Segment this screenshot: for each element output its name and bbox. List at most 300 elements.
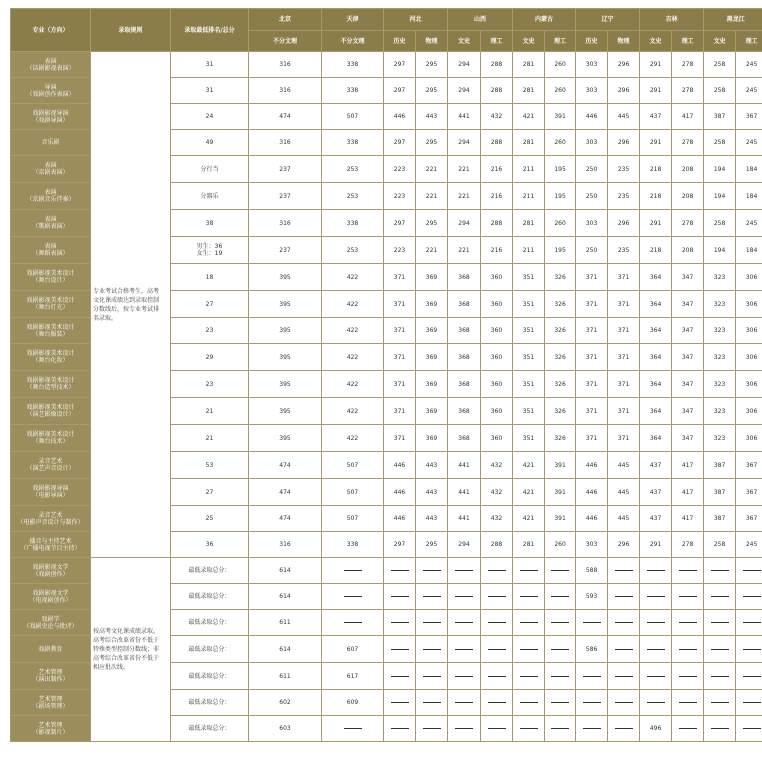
score-cell: 371	[576, 398, 608, 425]
rank-line: 分器乐	[200, 192, 219, 200]
score-cell: 369	[416, 425, 448, 452]
score-cell: 316	[249, 52, 322, 78]
empty-dash	[551, 596, 569, 597]
empty-dash	[391, 676, 409, 677]
score-cell: 417	[672, 452, 704, 479]
score-cell: 281	[513, 52, 545, 78]
major-cell	[11, 210, 91, 237]
empty-dash	[423, 649, 441, 650]
score-cell: 250	[576, 156, 608, 183]
empty-dash	[344, 570, 362, 571]
score-cell	[736, 716, 762, 742]
score-cell	[416, 663, 448, 690]
empty-dash	[711, 570, 729, 571]
score-cell: 303	[576, 532, 608, 558]
rank-cell	[171, 264, 249, 291]
score-cell: 351	[513, 371, 545, 398]
empty-dash	[647, 649, 665, 650]
rank-line: 27	[205, 300, 214, 308]
table-row	[11, 52, 762, 78]
header-subject: 理工	[736, 31, 762, 52]
major-line: （演艺影像设计）	[26, 411, 75, 418]
major-line: 导演	[44, 83, 57, 91]
rank-cell	[171, 183, 249, 210]
rank-cell	[171, 479, 249, 506]
score-cell: 296	[608, 532, 640, 558]
major-cell	[11, 104, 91, 130]
empty-dash	[423, 728, 441, 729]
empty-dash	[391, 570, 409, 571]
score-cell	[736, 663, 762, 690]
major-line: （影视制片）	[32, 728, 69, 736]
score-cell: 303	[576, 52, 608, 78]
major-line: （京剧表演）	[32, 169, 69, 176]
score-cell: 295	[416, 210, 448, 237]
empty-dash	[615, 596, 633, 597]
rank-cell	[171, 636, 249, 663]
empty-dash	[711, 622, 729, 623]
empty-dash	[679, 702, 697, 703]
score-cell: 507	[322, 452, 384, 479]
major-cell	[11, 78, 91, 104]
empty-dash	[679, 649, 697, 650]
score-cell: 303	[576, 210, 608, 237]
score-cell: 347	[672, 318, 704, 344]
major-cell	[11, 156, 91, 183]
score-cell: 371	[576, 344, 608, 371]
score-cell: 368	[448, 425, 481, 452]
major-line: 戏剧影视美术设计	[26, 297, 75, 304]
score-cell: 371	[384, 371, 416, 398]
score-cell: 432	[481, 506, 513, 532]
score-cell: 223	[384, 156, 416, 183]
score-cell	[608, 663, 640, 690]
score-cell: 507	[322, 479, 384, 506]
empty-dash	[455, 649, 473, 650]
score-cell: 443	[416, 479, 448, 506]
major-line: （戏剧导演）	[32, 116, 69, 124]
score-cell: 446	[384, 104, 416, 130]
empty-dash	[520, 728, 538, 729]
major-line: 艺术管理	[38, 721, 63, 729]
score-cell	[672, 584, 704, 610]
empty-dash	[679, 676, 697, 677]
score-cell: 253	[322, 237, 384, 264]
score-cell: 295	[416, 532, 448, 558]
score-cell	[640, 558, 672, 584]
score-cell	[448, 584, 481, 610]
score-cell: 237	[249, 237, 322, 264]
score-cell: 602	[249, 690, 322, 716]
score-cell	[416, 558, 448, 584]
score-cell: 221	[448, 156, 481, 183]
score-cell: 367	[736, 104, 762, 130]
header-subject: 文史	[448, 31, 481, 52]
score-cell: 294	[448, 532, 481, 558]
score-cell: 323	[704, 371, 736, 398]
score-cell: 371	[384, 264, 416, 291]
major-cell	[11, 532, 91, 558]
major-cell	[11, 371, 91, 398]
score-cell: 326	[545, 264, 576, 291]
header-province: 北京	[249, 9, 322, 31]
empty-dash	[551, 676, 569, 677]
score-cell: 395	[249, 425, 322, 452]
score-cell	[416, 636, 448, 663]
major-cell	[11, 558, 91, 584]
major-cell	[11, 663, 91, 690]
score-cell: 296	[608, 130, 640, 156]
header-province: 吉林	[640, 9, 704, 31]
major-line: （舞蹈表演）	[32, 250, 69, 257]
rank-cell	[171, 210, 249, 237]
score-cell: 295	[416, 52, 448, 78]
score-cell: 391	[545, 506, 576, 532]
score-cell: 614	[249, 558, 322, 584]
score-cell: 216	[481, 183, 513, 210]
score-cell	[384, 663, 416, 690]
rank-line: 25	[205, 515, 214, 522]
score-cell: 258	[704, 52, 736, 78]
score-cell: 368	[448, 318, 481, 344]
score-cell: 593	[576, 584, 608, 610]
empty-dash	[679, 596, 697, 597]
score-cell: 422	[322, 371, 384, 398]
score-cell	[736, 636, 762, 663]
score-cell: 347	[672, 398, 704, 425]
major-cell	[11, 291, 91, 318]
score-cell: 338	[322, 532, 384, 558]
score-cell: 364	[640, 344, 672, 371]
score-cell: 294	[448, 130, 481, 156]
score-cell: 184	[736, 237, 762, 264]
empty-dash	[711, 728, 729, 729]
header-province: 山西	[448, 9, 513, 31]
score-cell: 395	[249, 398, 322, 425]
score-cell: 221	[448, 183, 481, 210]
score-cell	[481, 610, 513, 636]
score-cell: 391	[545, 479, 576, 506]
score-cell	[608, 558, 640, 584]
score-cell: 260	[545, 130, 576, 156]
rank-cell	[171, 663, 249, 690]
score-cell: 611	[249, 663, 322, 690]
score-cell: 288	[481, 130, 513, 156]
score-cell: 422	[322, 264, 384, 291]
rank-line: 21	[205, 407, 214, 415]
score-cell	[576, 690, 608, 716]
major-line: 戏剧影视美术设计	[26, 270, 75, 277]
score-cell	[545, 690, 576, 716]
score-cell: 443	[416, 506, 448, 532]
major-line: （舞台设计）	[32, 277, 69, 284]
major-line: （舞台化妆）	[32, 357, 69, 364]
rank-line: 最低录取总分：	[188, 645, 231, 653]
rank-cell	[171, 237, 249, 264]
rank-cell	[171, 318, 249, 344]
score-cell: 237	[249, 183, 322, 210]
score-cell	[448, 690, 481, 716]
score-cell: 371	[576, 425, 608, 452]
score-cell	[481, 584, 513, 610]
empty-dash	[615, 570, 633, 571]
score-cell	[322, 610, 384, 636]
score-cell	[736, 610, 762, 636]
empty-dash	[647, 702, 665, 703]
table-body	[11, 52, 762, 742]
empty-dash	[344, 596, 362, 597]
rank-cell	[171, 558, 249, 584]
major-cell	[11, 636, 91, 663]
score-cell: 323	[704, 318, 736, 344]
major-line: 表演	[44, 162, 57, 169]
empty-dash	[743, 676, 761, 677]
score-cell: 258	[704, 210, 736, 237]
score-cell: 211	[513, 237, 545, 264]
score-cell: 294	[448, 210, 481, 237]
major-line: （演艺声音设计）	[26, 465, 75, 472]
rank-cell	[171, 584, 249, 610]
empty-dash	[423, 570, 441, 571]
major-line: 戏剧影视美术设计	[26, 323, 75, 331]
score-cell: 446	[576, 104, 608, 130]
empty-dash	[391, 728, 409, 729]
score-cell: 306	[736, 371, 762, 398]
rule-cell	[91, 558, 171, 742]
major-cell	[11, 183, 91, 210]
score-cell: 195	[545, 183, 576, 210]
rank-cell	[171, 716, 249, 742]
score-cell	[545, 558, 576, 584]
score-cell: 291	[640, 52, 672, 78]
major-cell	[11, 716, 91, 742]
score-cell: 347	[672, 291, 704, 318]
score-cell: 368	[448, 291, 481, 318]
score-cell: 218	[640, 156, 672, 183]
major-cell	[11, 584, 91, 610]
score-cell: 326	[545, 291, 576, 318]
header-subject: 不分文理	[322, 31, 384, 52]
score-cell: 323	[704, 398, 736, 425]
score-cell: 371	[608, 264, 640, 291]
major-line: （戏剧创作）	[32, 570, 69, 578]
rank-cell	[171, 156, 249, 183]
major-line: （电影声音设计与制作）	[17, 518, 84, 526]
score-cell	[384, 610, 416, 636]
score-cell	[704, 636, 736, 663]
empty-dash	[344, 622, 362, 623]
score-cell: 326	[545, 371, 576, 398]
score-cell: 614	[249, 636, 322, 663]
score-cell: 422	[322, 344, 384, 371]
score-cell: 184	[736, 183, 762, 210]
score-cell: 368	[448, 264, 481, 291]
empty-dash	[583, 728, 601, 729]
score-cell: 316	[249, 78, 322, 104]
score-cell: 347	[672, 264, 704, 291]
score-cell	[384, 690, 416, 716]
score-cell: 422	[322, 291, 384, 318]
score-cell: 371	[576, 371, 608, 398]
rule-text: 按高考文化课成绩录取。高考综合改革省份不低于特殊类型控制分数线；非高考综合改革省份不低于相应批次线。	[93, 628, 160, 671]
rank-line: 38	[205, 219, 214, 227]
score-cell: 391	[545, 104, 576, 130]
empty-dash	[647, 622, 665, 623]
score-cell: 364	[640, 264, 672, 291]
empty-dash	[647, 596, 665, 597]
score-cell: 441	[448, 452, 481, 479]
score-cell: 296	[608, 78, 640, 104]
score-cell: 194	[704, 183, 736, 210]
empty-dash	[679, 570, 697, 571]
score-cell: 395	[249, 371, 322, 398]
major-line: 表演	[44, 216, 57, 223]
rank-line: 最低录取总分：	[188, 619, 231, 626]
score-cell: 281	[513, 532, 545, 558]
score-cell: 369	[416, 344, 448, 371]
score-cell: 245	[736, 532, 762, 558]
score-cell	[448, 636, 481, 663]
score-cell: 208	[672, 156, 704, 183]
score-cell: 260	[545, 532, 576, 558]
score-cell: 338	[322, 52, 384, 78]
major-line: （话剧影视表演）	[26, 64, 75, 72]
header-province: 内蒙古	[513, 9, 576, 31]
score-cell: 369	[416, 398, 448, 425]
score-cell: 421	[513, 479, 545, 506]
score-cell: 474	[249, 104, 322, 130]
major-line: 艺术管理	[38, 695, 63, 703]
score-cell: 421	[513, 104, 545, 130]
score-cell: 371	[384, 291, 416, 318]
rank-line: 24	[205, 113, 214, 120]
empty-dash	[391, 649, 409, 650]
score-cell	[608, 610, 640, 636]
empty-dash	[391, 622, 409, 623]
rank-cell	[171, 506, 249, 532]
score-cell	[545, 584, 576, 610]
score-cell: 218	[640, 237, 672, 264]
admission-score-table	[10, 8, 762, 742]
score-cell: 306	[736, 398, 762, 425]
rank-cell	[171, 371, 249, 398]
rank-line: 最低录取总分：	[188, 699, 231, 706]
rank-line: 分行当	[200, 165, 219, 173]
score-cell	[672, 716, 704, 742]
empty-dash	[520, 596, 538, 597]
header-subject: 历史	[384, 31, 416, 52]
score-cell: 316	[249, 210, 322, 237]
score-cell	[416, 584, 448, 610]
empty-dash	[615, 676, 633, 677]
score-cell: 417	[672, 506, 704, 532]
score-cell: 195	[545, 156, 576, 183]
score-cell: 281	[513, 130, 545, 156]
score-cell	[481, 716, 513, 742]
score-cell: 368	[448, 344, 481, 371]
score-cell: 445	[608, 452, 640, 479]
score-cell: 351	[513, 425, 545, 452]
score-cell	[672, 690, 704, 716]
major-cell	[11, 690, 91, 716]
empty-dash	[391, 702, 409, 703]
score-cell: 278	[672, 210, 704, 237]
score-cell: 368	[448, 371, 481, 398]
score-cell: 291	[640, 532, 672, 558]
score-cell: 281	[513, 78, 545, 104]
score-cell	[481, 690, 513, 716]
rank-cell	[171, 398, 249, 425]
score-cell	[608, 584, 640, 610]
major-line: 戏剧教育	[38, 645, 63, 653]
score-cell	[704, 610, 736, 636]
score-cell: 445	[608, 104, 640, 130]
score-cell: 323	[704, 264, 736, 291]
score-cell: 291	[640, 130, 672, 156]
header-subject: 历史	[576, 31, 608, 52]
major-line: （戏剧创作表演）	[26, 90, 75, 98]
score-cell: 296	[608, 210, 640, 237]
score-cell: 278	[672, 130, 704, 156]
score-cell: 316	[249, 532, 322, 558]
score-cell: 323	[704, 344, 736, 371]
major-line: （演出制作）	[32, 676, 69, 683]
score-cell: 371	[384, 425, 416, 452]
score-cell: 211	[513, 183, 545, 210]
score-cell: 617	[322, 663, 384, 690]
score-cell: 421	[513, 506, 545, 532]
score-cell: 417	[672, 104, 704, 130]
score-cell: 360	[481, 371, 513, 398]
score-cell: 446	[576, 506, 608, 532]
score-cell: 369	[416, 318, 448, 344]
rank-line: 最低录取总分：	[188, 725, 231, 732]
empty-dash	[520, 622, 538, 623]
rank-cell	[171, 532, 249, 558]
score-cell	[513, 636, 545, 663]
rank-line: 男生：36	[196, 243, 223, 250]
score-cell	[640, 663, 672, 690]
score-cell	[448, 716, 481, 742]
score-cell: 221	[416, 156, 448, 183]
score-cell: 614	[249, 584, 322, 610]
score-cell: 278	[672, 78, 704, 104]
major-line: 戏剧影视文学	[32, 563, 69, 571]
rank-line: 最低录取总分：	[188, 593, 231, 600]
score-cell: 360	[481, 318, 513, 344]
rank-cell	[171, 130, 249, 156]
score-cell: 371	[608, 318, 640, 344]
score-cell: 194	[704, 237, 736, 264]
score-cell: 347	[672, 425, 704, 452]
empty-dash	[423, 596, 441, 597]
score-cell: 432	[481, 479, 513, 506]
score-cell: 437	[640, 104, 672, 130]
score-cell	[513, 610, 545, 636]
score-cell: 208	[672, 183, 704, 210]
score-cell: 294	[448, 52, 481, 78]
score-cell: 245	[736, 210, 762, 237]
header-subject: 文史	[513, 31, 545, 52]
empty-dash	[488, 649, 506, 650]
empty-dash	[423, 676, 441, 677]
major-line: （戏剧史论与批评）	[23, 622, 78, 630]
score-cell: 387	[704, 506, 736, 532]
score-cell: 360	[481, 291, 513, 318]
score-cell: 367	[736, 479, 762, 506]
score-cell: 369	[416, 291, 448, 318]
empty-dash	[455, 596, 473, 597]
